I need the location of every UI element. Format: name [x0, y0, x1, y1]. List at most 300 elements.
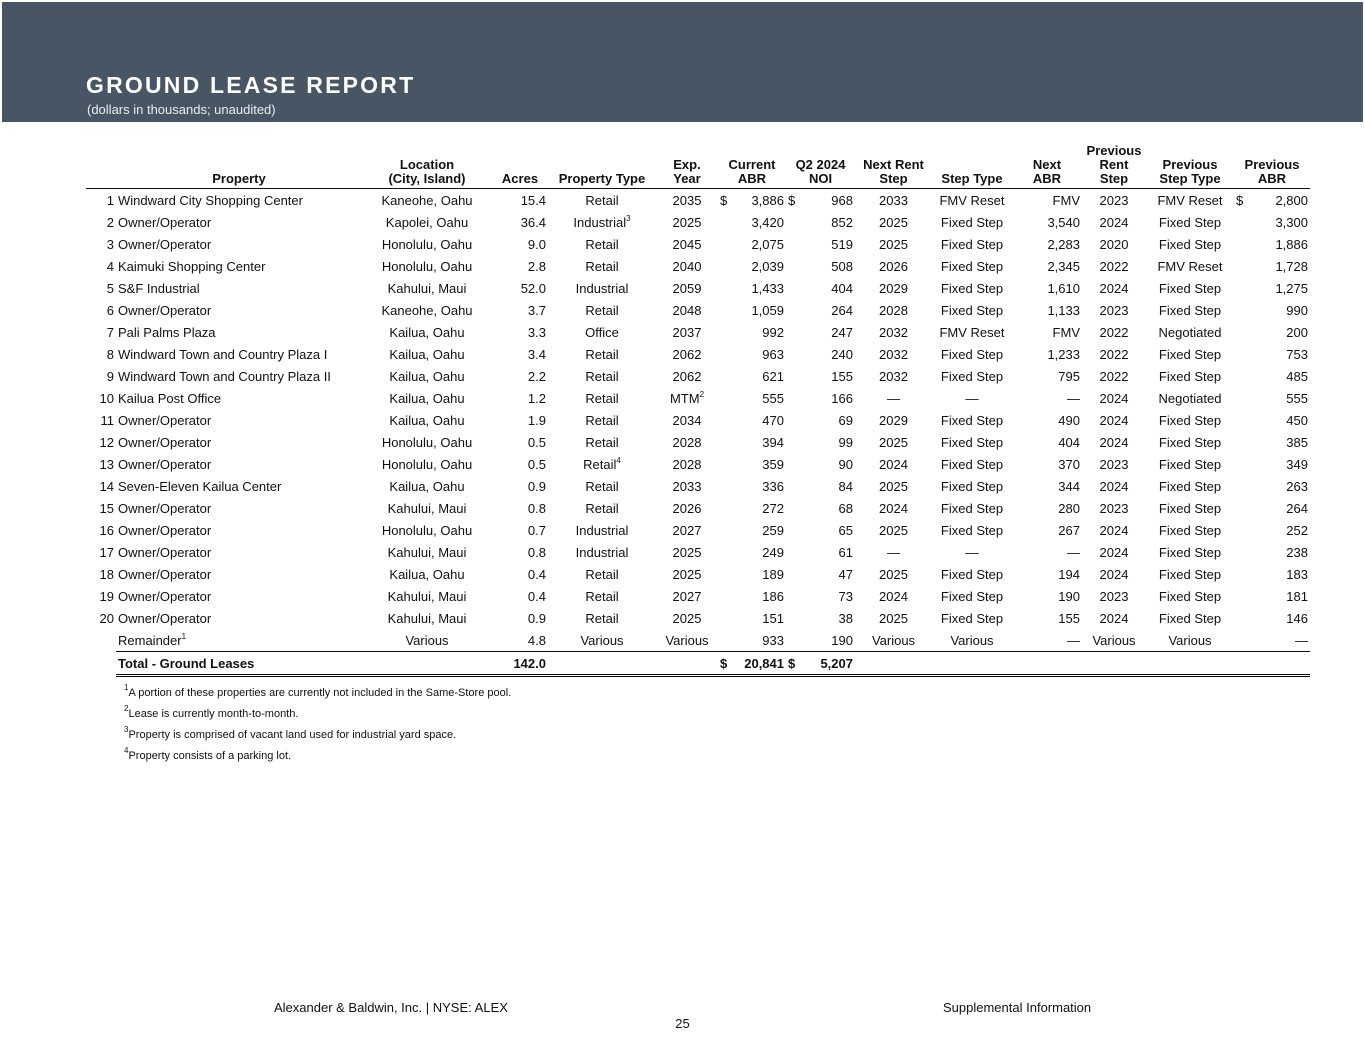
cell-property: Windward Town and Country Plaza II: [118, 368, 331, 384]
cell-acres: 52.0: [520, 280, 546, 296]
cell-prs: 2023: [1099, 302, 1129, 318]
footnote: $^4$Property consists of a parking lot.: [124, 746, 292, 762]
cell-step-type: Fixed Step: [940, 368, 1004, 384]
cell-pabr: 450: [1286, 412, 1308, 428]
cell-abr: 151: [762, 610, 784, 626]
table-row: [86, 431, 1310, 453]
col-exp-year: Exp. Year: [656, 144, 718, 189]
cell-pabr: 238: [1286, 544, 1308, 560]
cell-noi: 47: [838, 566, 853, 582]
cell-type: Retail: [585, 390, 619, 406]
cell-pst: Fixed Step: [1158, 434, 1222, 450]
col-index: [86, 144, 116, 189]
cell-next-abr: 370: [1058, 456, 1080, 472]
footer-section: Supplemental Information: [943, 1000, 1092, 1015]
footer-company: Alexander & Baldwin, Inc. | NYSE: ALEX: [274, 1000, 508, 1015]
cell-acres: 0.4: [527, 588, 546, 604]
cell-acres: 0.9: [527, 478, 546, 494]
cell-noi: 852: [831, 214, 853, 230]
remainder-row: Remainder$^1$ Various 4.8 Various Various 933 190 Various Various — Various Various —: [86, 629, 1310, 652]
cell-abr: 2,075: [751, 236, 784, 252]
cell-pabr: 990: [1286, 302, 1308, 318]
cell-idx: 14: [99, 478, 114, 494]
cell-pabr: 252: [1286, 522, 1308, 538]
cell-noi: 73: [838, 588, 853, 604]
cell-pst: Fixed Step: [1158, 500, 1222, 516]
cell-abr: 2,039: [751, 258, 784, 274]
col-property-type: Property Type: [548, 144, 656, 189]
table-row: [86, 475, 1310, 497]
cell-step-type: Fixed Step: [940, 500, 1004, 516]
table-row: [86, 233, 1310, 255]
cell-abr: 259: [762, 522, 784, 538]
cell-step-type: Fixed Step: [940, 346, 1004, 362]
cell-acres: 0.9: [527, 610, 546, 626]
cell-next-abr: FMV: [1052, 324, 1080, 340]
cell-location: Kahului, Maui: [387, 500, 467, 516]
cell-nrs: 2033: [879, 192, 908, 208]
cell-pst: Fixed Step: [1158, 346, 1222, 362]
cell-next-abr: 3,540: [1047, 214, 1080, 230]
cell-noi: 38: [838, 610, 853, 626]
footnote: $^3$Property is comprised of vacant land used for industrial yard space.: [124, 725, 457, 741]
cell-property: Owner/Operator: [118, 412, 212, 428]
cell-prs: 2023: [1099, 456, 1129, 472]
cell-nrs: 2024: [879, 456, 908, 472]
cell-prs: 2023: [1099, 192, 1129, 208]
cell-next-abr: 344: [1058, 478, 1080, 494]
cell-step-type: Fixed Step: [940, 302, 1004, 318]
table-row: [86, 321, 1310, 343]
table-body: [86, 189, 1310, 630]
cell-pst: FMV Reset: [1157, 192, 1223, 208]
cell-next-abr: —: [1067, 544, 1080, 560]
cell-next-abr: 155: [1058, 610, 1080, 626]
cell-property: Kailua Post Office: [118, 390, 222, 406]
cell-idx: 7: [106, 324, 114, 340]
table-row: [86, 255, 1310, 277]
cell-exp: 2037: [672, 324, 702, 340]
cell-abr: 3,420: [751, 214, 784, 230]
cell-next-abr: 1,133: [1047, 302, 1080, 318]
cell-noi: 240: [831, 346, 853, 362]
cell-next-abr: FMV: [1052, 192, 1080, 208]
cell-abr: $ 3,886: [720, 192, 784, 208]
cell-abr: 963: [762, 346, 784, 362]
cell-type: Retail: [585, 434, 619, 450]
page-subtitle: (dollars in thousands; unaudited): [87, 102, 276, 117]
cell-prs: 2022: [1099, 368, 1129, 384]
cell-pst: Fixed Step: [1158, 566, 1222, 582]
cell-idx: 20: [99, 610, 114, 626]
cell-step-type: Fixed Step: [940, 412, 1004, 428]
cell-property: Owner/Operator: [118, 456, 212, 472]
cell-next-abr: 404: [1058, 434, 1080, 450]
footnote: $^2$Lease is currently month-to-month.: [124, 704, 299, 720]
header-banner: [2, 2, 1363, 122]
cell-step-type: Fixed Step: [940, 478, 1004, 494]
cell-step-type: Fixed Step: [940, 456, 1004, 472]
cell-type: Industrial$^3$: [573, 213, 631, 230]
cell-idx: 8: [106, 346, 114, 362]
cell-property: Owner/Operator: [118, 302, 212, 318]
cell-nrs: 2025: [879, 214, 908, 230]
cell-pabr: 1,886: [1275, 236, 1308, 252]
cell-idx: 9: [106, 368, 114, 384]
cell-pst: Fixed Step: [1158, 522, 1222, 538]
cell-acres: 15.4: [520, 192, 546, 208]
col-acres: Acres: [492, 144, 548, 189]
cell-prs: 2024: [1099, 214, 1129, 230]
cell-noi: 65: [838, 522, 853, 538]
cell-nrs: 2029: [879, 412, 908, 428]
remainder-label: Remainder$^1$: [116, 629, 362, 652]
cell-idx: 13: [99, 456, 114, 472]
cell-pst: Fixed Step: [1158, 544, 1222, 560]
table-row: [86, 497, 1310, 519]
page-number: 25: [675, 1016, 690, 1031]
cell-exp: 2025: [672, 214, 702, 230]
cell-acres: 0.8: [527, 544, 546, 560]
cell-noi: 404: [831, 280, 853, 296]
cell-nrs: 2029: [879, 280, 908, 296]
cell-acres: 9.0: [527, 236, 546, 252]
cell-location: Kailua, Oahu: [389, 478, 465, 494]
col-previous-rent-step: Previous Rent Step: [1082, 144, 1146, 189]
col-noi: Q2 2024 NOI: [786, 144, 855, 189]
cell-location: Honolulu, Oahu: [381, 522, 473, 538]
cell-abr: 336: [762, 478, 784, 494]
cell-idx: 17: [99, 544, 114, 560]
cell-noi: 508: [831, 258, 853, 274]
cell-nrs: 2025: [879, 522, 908, 538]
table-row: [86, 541, 1310, 563]
cell-nrs: 2024: [879, 588, 908, 604]
cell-type: Retail: [585, 236, 619, 252]
cell-nrs: 2028: [879, 302, 908, 318]
cell-step-type: Fixed Step: [940, 214, 1004, 230]
cell-prs: 2024: [1099, 434, 1129, 450]
total-acres: 142.0: [492, 652, 548, 676]
col-previous-step-type: Previous Step Type: [1146, 144, 1234, 189]
ground-lease-table: [86, 144, 1310, 677]
cell-pabr: 183: [1286, 566, 1308, 582]
cell-noi: 155: [831, 368, 853, 384]
total-row: [86, 652, 1310, 676]
cell-prs: 2023: [1099, 588, 1129, 604]
cell-exp: 2028: [672, 456, 702, 472]
cell-location: Kailua, Oahu: [389, 346, 465, 362]
cell-location: Honolulu, Oahu: [381, 236, 473, 252]
cell-exp: 2048: [672, 302, 702, 318]
cell-exp: 2045: [672, 236, 702, 252]
cell-next-abr: 1,233: [1047, 346, 1080, 362]
table-row: [86, 563, 1310, 585]
total-label: Total - Ground Leases: [116, 652, 362, 676]
cell-acres: 0.7: [527, 522, 546, 538]
cell-acres: 0.5: [527, 434, 546, 450]
cell-next-abr: 490: [1058, 412, 1080, 428]
cell-acres: 2.8: [527, 258, 546, 274]
table-row: [86, 387, 1310, 409]
cell-prs: 2024: [1099, 566, 1129, 582]
cell-acres: 36.4: [520, 214, 546, 230]
cell-prs: 2024: [1099, 610, 1129, 626]
col-step-type: Step Type: [932, 144, 1012, 189]
cell-property: Owner/Operator: [118, 434, 212, 450]
cell-abr: 470: [762, 412, 784, 428]
cell-next-abr: 190: [1058, 588, 1080, 604]
cell-step-type: Fixed Step: [940, 434, 1004, 450]
cell-location: Kailua, Oahu: [389, 368, 465, 384]
cell-exp: 2033: [672, 478, 702, 494]
cell-nrs: 2025: [879, 478, 908, 494]
cell-property: Kaimuki Shopping Center: [118, 258, 266, 274]
cell-type: Industrial: [575, 544, 629, 560]
cell-idx: 18: [99, 566, 114, 582]
cell-abr: 992: [762, 324, 784, 340]
cell-noi: 247: [831, 324, 853, 340]
cell-pabr: 264: [1286, 500, 1308, 516]
cell-pabr: 200: [1286, 324, 1308, 340]
cell-exp: 2062: [672, 346, 702, 362]
cell-prs: 2024: [1099, 478, 1129, 494]
cell-property: Owner/Operator: [118, 522, 212, 538]
cell-pabr: $ 2,800: [1236, 192, 1308, 208]
cell-type: Industrial: [575, 280, 629, 296]
table-row: [86, 519, 1310, 541]
cell-noi: $ 968: [788, 192, 853, 208]
cell-noi: 90: [838, 456, 853, 472]
table-row: [86, 189, 1310, 212]
cell-noi: 84: [838, 478, 853, 494]
cell-location: Kailua, Oahu: [389, 390, 465, 406]
cell-pst: Fixed Step: [1158, 610, 1222, 626]
cell-pst: Fixed Step: [1158, 412, 1222, 428]
cell-pst: Fixed Step: [1158, 302, 1222, 318]
cell-acres: 1.2: [527, 390, 546, 406]
page-title: GROUND LEASE REPORT: [86, 72, 416, 98]
cell-exp: 2059: [672, 280, 702, 296]
cell-nrs: 2026: [879, 258, 908, 274]
cell-pabr: 485: [1286, 368, 1308, 384]
cell-noi: 99: [838, 434, 853, 450]
cell-noi: 68: [838, 500, 853, 516]
cell-next-abr: 795: [1058, 368, 1080, 384]
cell-exp: 2035: [672, 192, 702, 208]
cell-type: Retail$^4$: [583, 455, 621, 472]
cell-exp: 2027: [672, 522, 702, 538]
cell-step-type: Fixed Step: [940, 522, 1004, 538]
cell-location: Honolulu, Oahu: [381, 434, 473, 450]
total-noi: $ 5,207: [786, 652, 855, 676]
cell-property: Owner/Operator: [118, 544, 212, 560]
table-row: [86, 585, 1310, 607]
cell-property: Windward City Shopping Center: [118, 192, 303, 208]
cell-type: Retail: [585, 588, 619, 604]
cell-exp: 2028: [672, 434, 702, 450]
cell-idx: 19: [99, 588, 114, 604]
cell-nrs: 2025: [879, 610, 908, 626]
cell-abr: 394: [762, 434, 784, 450]
table-row: [86, 277, 1310, 299]
cell-prs: 2022: [1099, 346, 1129, 362]
cell-property: S&F Industrial: [118, 280, 200, 296]
cell-next-abr: —: [1067, 390, 1080, 406]
cell-type: Office: [585, 324, 619, 340]
cell-step-type: Fixed Step: [940, 588, 1004, 604]
cell-property: Owner/Operator: [118, 566, 212, 582]
cell-step-type: Fixed Step: [940, 258, 1004, 274]
cell-pabr: 555: [1286, 390, 1308, 406]
cell-abr: 1,059: [751, 302, 784, 318]
total-abr: $ 20,841: [718, 652, 786, 676]
cell-step-type: FMV Reset: [939, 192, 1005, 208]
cell-pst: Fixed Step: [1158, 456, 1222, 472]
cell-abr: 249: [762, 544, 784, 560]
cell-noi: 264: [831, 302, 853, 318]
cell-pabr: 349: [1286, 456, 1308, 472]
cell-idx: 3: [106, 236, 114, 252]
cell-location: Kailua, Oahu: [389, 566, 465, 582]
cell-type: Retail: [585, 500, 619, 516]
cell-type: Retail: [585, 346, 619, 362]
cell-type: Retail: [585, 412, 619, 428]
cell-pst: FMV Reset: [1157, 258, 1223, 274]
cell-abr: 189: [762, 566, 784, 582]
cell-acres: 0.5: [527, 456, 546, 472]
cell-prs: 2020: [1099, 236, 1129, 252]
cell-nrs: —: [887, 390, 900, 406]
cell-nrs: 2024: [879, 500, 908, 516]
cell-pst: Fixed Step: [1158, 478, 1222, 494]
cell-abr: 1,433: [751, 280, 784, 296]
cell-next-abr: 2,345: [1047, 258, 1080, 274]
cell-pabr: 181: [1286, 588, 1308, 604]
cell-idx: 5: [106, 280, 114, 296]
cell-pst: Negotiated: [1158, 390, 1222, 406]
cell-type: Retail: [585, 192, 619, 208]
cell-nrs: 2025: [879, 566, 908, 582]
cell-acres: 3.7: [527, 302, 546, 318]
cell-idx: 4: [106, 258, 114, 274]
cell-step-type: —: [965, 390, 979, 406]
cell-idx: 1: [106, 192, 114, 208]
cell-step-type: Fixed Step: [940, 280, 1004, 296]
cell-exp: 2025: [672, 610, 702, 626]
cell-property: Windward Town and Country Plaza I: [118, 346, 328, 362]
cell-abr: 359: [762, 456, 784, 472]
cell-exp: 2062: [672, 368, 702, 384]
cell-nrs: 2032: [879, 324, 908, 340]
cell-pabr: 753: [1286, 346, 1308, 362]
cell-type: Retail: [585, 258, 619, 274]
cell-location: Kailua, Oahu: [389, 324, 465, 340]
cell-location: Kahului, Maui: [387, 610, 467, 626]
cell-abr: 272: [762, 500, 784, 516]
cell-property: Pali Palms Plaza: [118, 324, 216, 340]
cell-abr: 186: [762, 588, 784, 604]
cell-pabr: 1,275: [1275, 280, 1308, 296]
cell-type: Retail: [585, 566, 619, 582]
cell-idx: 15: [99, 500, 114, 516]
cell-prs: 2024: [1099, 280, 1129, 296]
cell-type: Industrial: [575, 522, 629, 538]
cell-nrs: 2032: [879, 346, 908, 362]
cell-acres: 2.2: [527, 368, 546, 384]
cell-location: Kaneohe, Oahu: [381, 192, 473, 208]
cell-next-abr: 194: [1058, 566, 1080, 582]
cell-location: Kahului, Maui: [387, 544, 467, 560]
cell-location: Kahului, Maui: [387, 280, 467, 296]
cell-prs: 2024: [1099, 390, 1129, 406]
cell-location: Honolulu, Oahu: [381, 258, 473, 274]
cell-pabr: 146: [1286, 610, 1308, 626]
cell-next-abr: 280: [1058, 500, 1080, 516]
table-row: [86, 343, 1310, 365]
cell-exp: 2027: [672, 588, 702, 604]
cell-pst: Fixed Step: [1158, 588, 1222, 604]
cell-idx: 12: [99, 434, 114, 450]
cell-prs: 2024: [1099, 544, 1129, 560]
cell-nrs: 2025: [879, 236, 908, 252]
cell-idx: 6: [106, 302, 114, 318]
cell-abr: 555: [762, 390, 784, 406]
cell-property: Seven-Eleven Kailua Center: [118, 478, 282, 494]
cell-idx: 16: [99, 522, 114, 538]
cell-exp: 2034: [672, 412, 702, 428]
col-next-abr: Next ABR: [1012, 144, 1082, 189]
cell-location: Kailua, Oahu: [389, 412, 465, 428]
cell-acres: 0.8: [527, 500, 546, 516]
cell-location: Kapolei, Oahu: [385, 214, 469, 230]
cell-prs: 2022: [1099, 324, 1129, 340]
cell-idx: 2: [106, 214, 114, 230]
cell-pst: Fixed Step: [1158, 214, 1222, 230]
cell-property: Owner/Operator: [118, 610, 212, 626]
cell-pst: Fixed Step: [1158, 368, 1222, 384]
table-row: [86, 453, 1310, 475]
cell-prs: 2024: [1099, 522, 1129, 538]
cell-acres: 3.4: [527, 346, 546, 362]
cell-noi: 69: [838, 412, 853, 428]
cell-prs: 2022: [1099, 258, 1129, 274]
cell-pst: Negotiated: [1158, 324, 1222, 340]
cell-step-type: Fixed Step: [940, 236, 1004, 252]
col-property: Property: [116, 144, 362, 189]
cell-property: Owner/Operator: [118, 214, 212, 230]
cell-prs: 2024: [1099, 412, 1129, 428]
cell-nrs: 2025: [879, 434, 908, 450]
cell-pst: Fixed Step: [1158, 236, 1222, 252]
cell-nrs: —: [887, 544, 900, 560]
cell-step-type: Fixed Step: [940, 610, 1004, 626]
cell-exp: 2025: [672, 566, 702, 582]
cell-exp: 2025: [672, 544, 702, 560]
cell-location: Kahului, Maui: [387, 588, 467, 604]
cell-step-type: Fixed Step: [940, 566, 1004, 582]
cell-acres: 0.4: [527, 566, 546, 582]
cell-type: Retail: [585, 302, 619, 318]
cell-noi: 519: [831, 236, 853, 252]
cell-property: Owner/Operator: [118, 500, 212, 516]
cell-exp: 2026: [672, 500, 702, 516]
cell-type: Retail: [585, 368, 619, 384]
table-row: [86, 365, 1310, 387]
col-current-abr: Current ABR: [718, 144, 786, 189]
cell-prs: 2023: [1099, 500, 1129, 516]
cell-type: Retail: [585, 610, 619, 626]
